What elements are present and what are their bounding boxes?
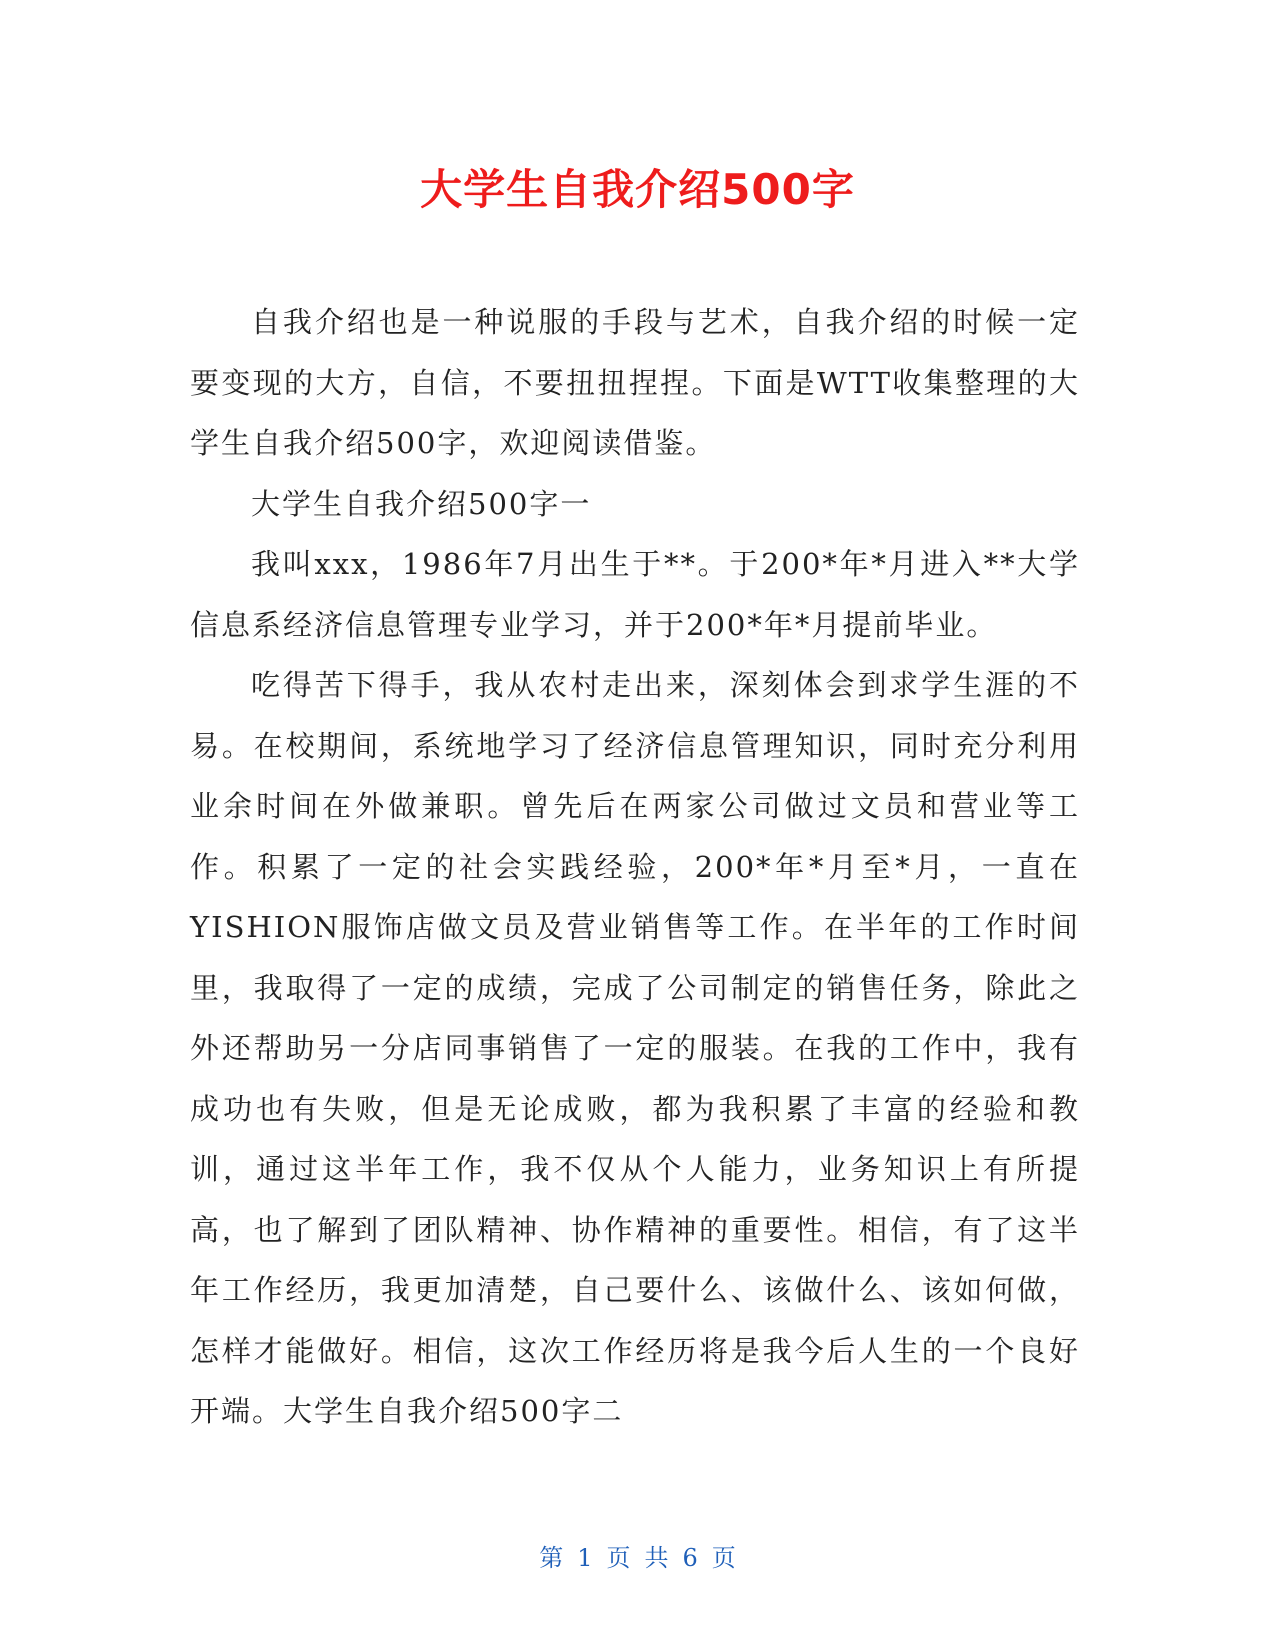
footer-total-label: 共 (644, 1544, 669, 1572)
footer-total-pages: 6 (682, 1544, 698, 1572)
footer-current-page: 1 (577, 1544, 593, 1572)
document-body (190, 292, 1080, 1442)
page-footer (0, 1540, 1275, 1576)
footer-page-suffix: 页 (711, 1544, 736, 1572)
intro-paragraph: 自我介绍也是一种说服的手段与艺术，自我介绍的时候一定要变现的大方，自信，不要扭扭捏捏。下面是WTT收集整理的大学生自我介绍500字，欢迎阅读借鉴。 (190, 305, 1080, 460)
footer-page-mid: 页 (606, 1544, 631, 1572)
experience-paragraph: 吃得苦下得手，我从农村走出来，深刻体会到求学生涯的不易。在校期间，系统地学习了经济信息管理知识，同时充分利用业余时间在外做兼职。曾先后在两家公司做过文员和营业等工作。积累了一定的社会实践经验，200*年*月至*月，一直在YISHION服饰店做文员及营业销售等工作。在半年的工作时间里，我取得了一定的成绩，完成了公司制定的销售任务，除此之外还帮助另一分店同事销售了一定的服装。在我的工作中，我有成功也有失败，但是无论成败，都为我积累了丰富的经验和教训，通过这半年工作，我不仅从个人能力，业务知识上有所提高，也了解到了团队精神、协作精神的重要性。相信，有了这半年工作经历，我更加清楚，自己要什么、该做什么、该如何做，怎样才能做好。相信，这次工作经历将是我今后人生的一个良好开端。大学生自我介绍500字二 (190, 668, 1080, 1428)
section-heading-one: 大学生自我介绍500字一 (251, 486, 592, 521)
basic-info-paragraph: 我叫xxx，1986年7月出生于**。于200*年*月进入**大学信息系经济信息管理专业学习，并于200*年*月提前毕业。 (190, 547, 1080, 642)
document-title: 大学生自我介绍500字 (420, 165, 855, 214)
footer-page-prefix: 第 (539, 1544, 564, 1572)
